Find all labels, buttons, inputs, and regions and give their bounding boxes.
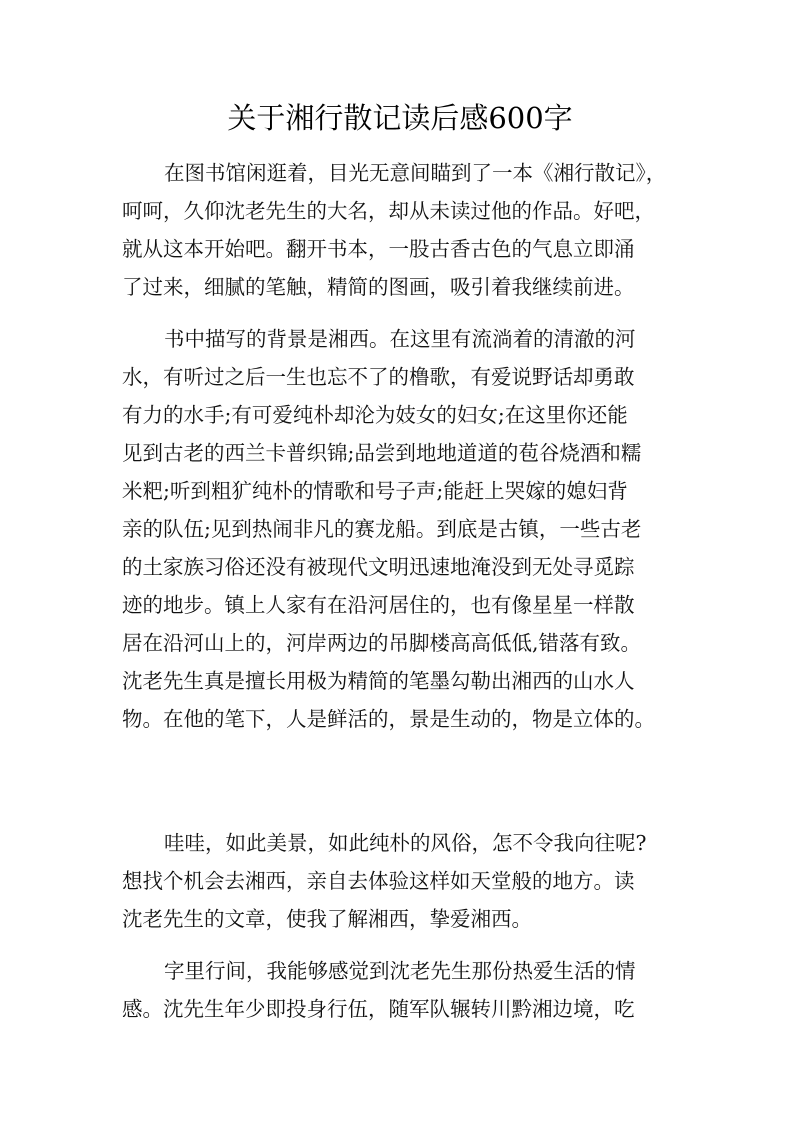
text-line: 物。在他的笔下，人是鲜活的，景是生动的，物是立体的。	[122, 707, 655, 731]
paragraph-1	[122, 154, 682, 306]
text-line: 居在沿河山上的，河岸两边的吊脚楼高高低低,错落有致。	[122, 631, 642, 655]
text-line: 呵呵，久仰沈老先生的大名，却从未读过他的作品。好吧，	[122, 199, 655, 223]
text-line: 了过来，细腻的笔触，精简的图画，吸引着我继续前进。	[122, 275, 635, 299]
text-line: 水，有听过之后一生也忘不了的橹歌，有爱说野话却勇敢	[122, 365, 635, 389]
text-line: 亲的队伍;见到热闹非凡的赛龙船。到底是古镇，一些古老	[122, 517, 642, 541]
text-line: 的土家族习俗还没有被现代文明迅速地淹没到无处寻觅踪	[122, 555, 635, 579]
text-line: 哇哇，如此美景，如此纯朴的风俗，怎不令我向往呢?	[164, 831, 647, 855]
paragraph-4	[122, 952, 682, 1028]
text-line: 见到古老的西兰卡普织锦;品尝到地地道道的苞谷烧酒和糯	[122, 441, 642, 465]
text-line: 米粑;听到粗犷纯朴的情歌和号子声;能赶上哭嫁的媳妇背	[122, 479, 628, 503]
text-line: 在图书馆闲逛着，目光无意间瞄到了一本《湘行散记》，	[164, 161, 667, 185]
text-line: 有力的水手;有可爱纯朴却沦为妓女的妇女;在这里你还能	[122, 403, 628, 427]
text-line: 迹的地步。镇上人家有在沿河居住的，也有像星星一样散	[122, 593, 635, 617]
text-line: 书中描写的背景是湘西。在这里有流淌着的清澈的河	[164, 327, 636, 351]
document-title: 关于湘行散记读后感600字	[227, 101, 573, 135]
text-line: 感。沈先生年少即投身行伍，随军队辗转川黔湘边境，吃	[122, 997, 635, 1021]
text-line: 沈老先生真是擅长用极为精简的笔墨勾勒出湘西的山水人	[122, 669, 635, 693]
text-line: 沈老先生的文章，使我了解湘西，挚爱湘西。	[122, 907, 532, 931]
text-line: 字里行间，我能够感觉到沈老先生那份热爱生活的情	[164, 959, 636, 983]
paragraph-2	[122, 320, 682, 738]
text-line: 就从这本开始吧。翻开书本，一股古香古色的气息立即涌	[122, 237, 635, 261]
paragraph-3	[122, 824, 682, 938]
text-line: 想找个机会去湘西，亲自去体验这样如天堂般的地方。读	[122, 869, 635, 893]
